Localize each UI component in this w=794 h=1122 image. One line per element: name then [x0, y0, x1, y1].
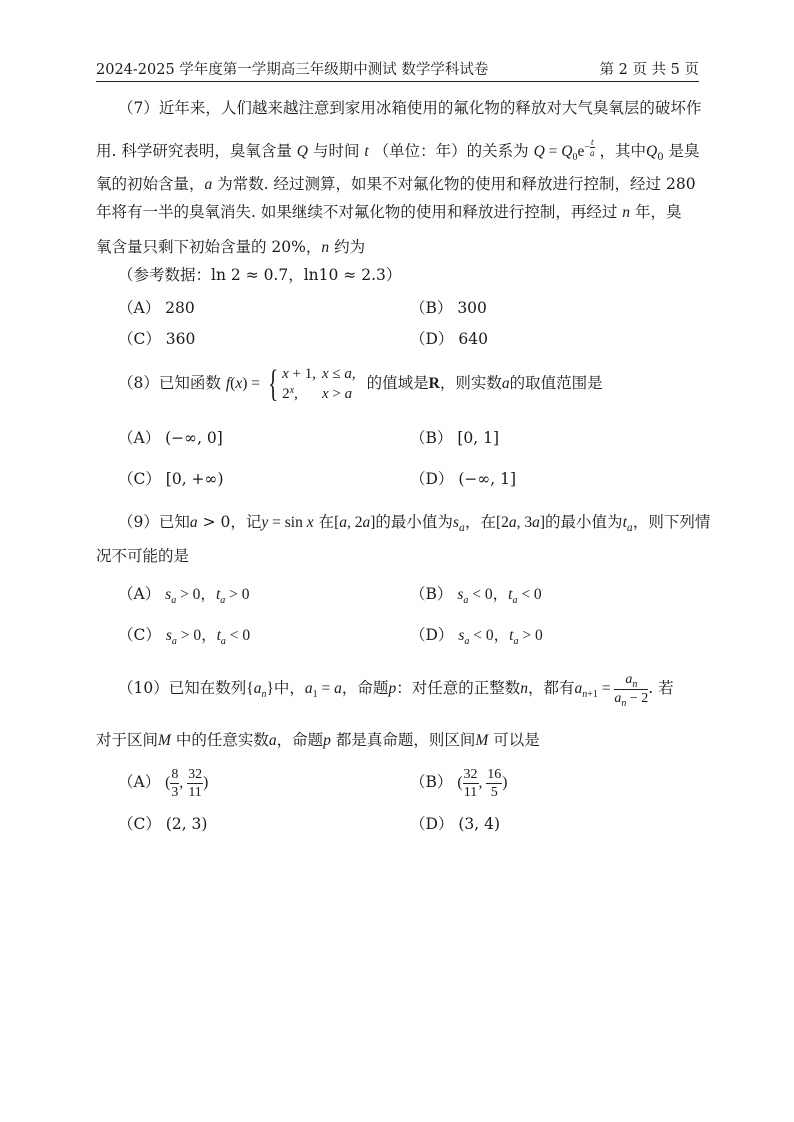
q8-stem: （8）已知函数 f(x) = { x + 1, x ≤ a, 2$^x$, x > a 的值域是R，则实数a的取值范围是 [118, 363, 603, 406]
q9-text: ，在 [464, 513, 496, 531]
q7-option-c: （C） 360 [118, 330, 196, 348]
q9-option-b: （B） $s_a < 0$，$t_a < 0$ [410, 585, 542, 606]
q10-text: ，都有 [527, 679, 575, 697]
q9-text: 已知 [158, 513, 190, 531]
q10-option-d: （D） (3, 4) [410, 815, 501, 833]
q7-line-5: 氧含量只剩下初始含量的 20%，n 约为 [96, 238, 366, 256]
q7-line-4: 年将有一半的臭氧消失. 如果继续不对氟化物的使用和释放进行控制，再经过 n 年，臭 [96, 203, 682, 221]
q10-text: 对于区间 [96, 731, 159, 749]
q10-text: 中的任意实数 [175, 731, 269, 749]
header-title: 2024-2025 学年度第一学期高三年级期中测试 数学学科试卷 [96, 62, 489, 78]
q7-formula: $Q = Q_0e^{- \frac{t}{a}}$ [533, 137, 595, 163]
q10-text: 可以是 [493, 731, 540, 749]
q8-text: ，则实数 [439, 374, 502, 392]
q8-piecewise-function: f(x) = { x + 1, x ≤ a, 2$^x$, x > a [225, 363, 356, 406]
q7-text: 近年来，人们越来越注意到家用冰箱使用的氟化物的释放对大气臭氧层的破坏作 [158, 99, 702, 117]
page-header [96, 58, 699, 80]
q10-option-label: （B） [410, 773, 453, 791]
q10-option-a: （A） ( $\frac{8}{3}$ , $\frac{32}{11}$ ) [118, 766, 209, 800]
q7-text: 约为 [334, 238, 366, 256]
q10-line-2: 对于区间M 中的任意实数a，命题p 都是真命题，则区间M 可以是 [96, 731, 540, 749]
q8-option-d: （D） (−∞, 1] [410, 470, 517, 488]
q7-text: ，其中 [599, 142, 646, 160]
q9-option-label: （D） [410, 626, 454, 644]
q10-text: ：对任意的正整数 [396, 679, 521, 697]
q7-option-b: （B） 300 [410, 299, 487, 317]
q8-option-a: （A） (−∞, 0] [118, 429, 223, 447]
q7-reference-data: （参考数据：ln 2 ≈ 0.7，ln10 ≈ 2.3） [118, 266, 402, 284]
q9-option-label: （B） [410, 585, 453, 603]
q10-recurrence: $a_{n+1}$ = $\frac{a_n}{a_n - 2}$ [574, 671, 649, 709]
q10-text: ，命题 [341, 679, 389, 697]
q9-number: （9） [118, 513, 159, 531]
q10-text: . 若 [648, 679, 674, 697]
q9-text: 的最小值为 [375, 513, 453, 531]
q8-number: （8） [118, 374, 159, 392]
q7-text: 年将有一半的臭氧消失. 如果继续不对氟化物的使用和释放进行控制，再经过 [96, 203, 618, 221]
q7-line-3: 氧的初始含量，a 为常数. 经过测算，如果不对氟化物的使用和释放进行控制，经过 280 [96, 175, 696, 193]
q8-text: 的取值范围是 [509, 374, 603, 392]
q7-line-1 [118, 97, 701, 119]
q10-line-1: （10）已知在数列$\{a_n\}$中，$a_1 = a$，命题p：对任意的正整数n，都有$a_{n+1}$ = $\frac{a_n}{a_n - 2}$ . 若 [118, 671, 674, 709]
q9-text: ，则下列情 [632, 513, 711, 531]
q7-text: 氧含量只剩下初始含量的 20%， [96, 238, 322, 256]
q9-text: 的最小值为 [545, 513, 623, 531]
q9-line-2: 况不可能的是 [96, 547, 190, 565]
q7-text: （单位：年）的关系为 [373, 142, 529, 160]
q7-text: 氧的初始含量， [96, 175, 205, 193]
q10-text: 都是真命题，则区间 [335, 731, 476, 749]
q8-option-b: （B） [0, 1] [410, 429, 499, 447]
q9-option-label: （C） [118, 626, 161, 644]
q7-text: 是臭 [668, 142, 700, 160]
q9-line-1: （9）已知a > 0，记y = sin x 在[a, 2a]的最小值为$s_a$，在[2a, 3a]的最小值为$t_a$，则下列情 [118, 513, 711, 534]
q7-number: （7） [118, 99, 159, 117]
q7-option-d: （D） 640 [410, 330, 488, 348]
q10-text: ，命题 [276, 731, 324, 749]
q10-option-label: （A） [118, 773, 161, 791]
q7-text: 用. 科学研究表明，臭氧含量 [96, 142, 292, 160]
q9-option-c: （C） $s_a > 0$，$t_a < 0$ [118, 626, 251, 647]
q8-text: 已知函数 [158, 374, 221, 392]
q7-text: 与时间 [312, 142, 360, 160]
q9-text: 在 [318, 513, 335, 531]
header-divider [96, 81, 699, 82]
q8-text: 的值域是 [366, 374, 429, 392]
q8-option-c: （C） [0, +∞) [118, 470, 224, 488]
header-page-number: 第 2 页 共 5 页 [599, 62, 699, 78]
q7-text: 为常数. 经过测算，如果不对氟化物的使用和释放进行控制，经过 280 [217, 175, 696, 193]
q7-option-a: （A） 280 [118, 299, 195, 317]
q10-option-c: （C） (2, 3) [118, 815, 208, 833]
q7-line-2: 用. 科学研究表明，臭氧含量 Q 与时间 t （单位：年）的关系为 $Q = Q_0e^{- \frac{t}{a}}$ ，其中$Q_0$ 是臭 [96, 137, 700, 163]
q9-text: ，记 [230, 513, 262, 531]
q9-option-a: （A） $s_a > 0$，$t_a > 0$ [118, 585, 250, 606]
q9-option-label: （A） [118, 585, 161, 603]
q10-number: （10） [118, 679, 169, 697]
q7-text: 年，臭 [634, 203, 682, 221]
q10-option-b: （B） ( $\frac{32}{11}$ , $\frac{16}{5}$ ) [410, 766, 508, 800]
q9-option-d: （D） $s_a < 0$，$t_a > 0$ [410, 626, 543, 647]
q10-text: 中， [273, 679, 305, 697]
q10-text: 已知在数列 [168, 679, 247, 697]
